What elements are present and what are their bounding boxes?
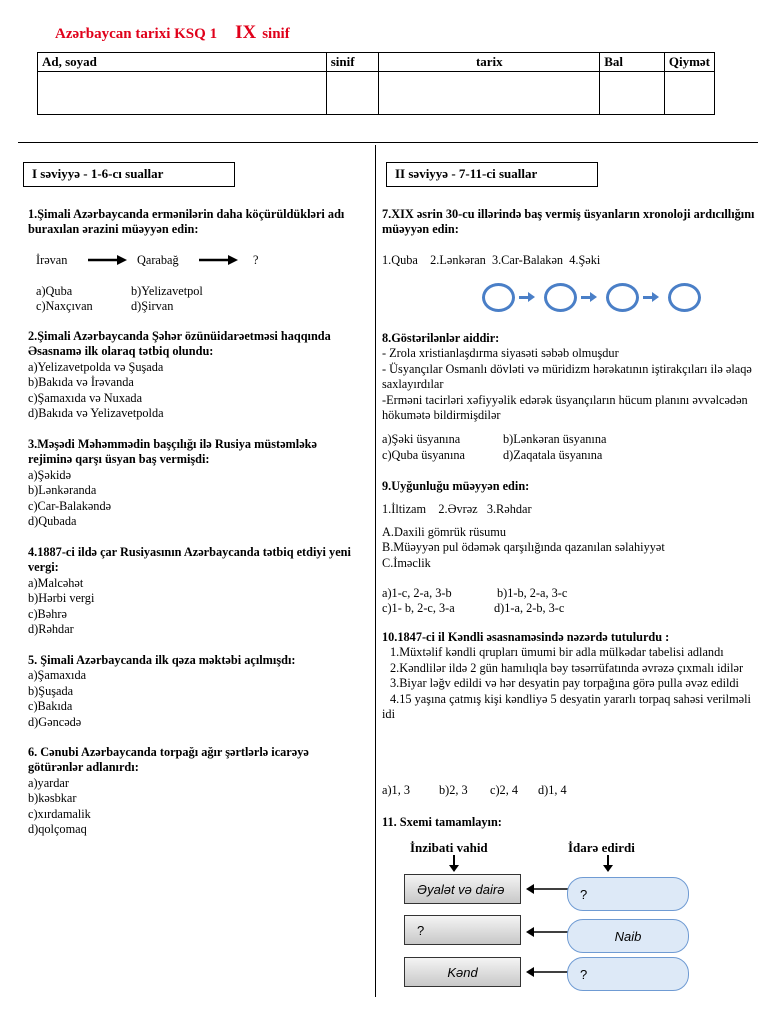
q11-row3-arrow xyxy=(526,966,568,978)
q6-text: 6. Cənubi Azərbaycanda torpağı ağır şərtlərlə icarəyə götürənlər adlanırdı: xyxy=(28,745,309,775)
q2-option-b[interactable]: b)Bakıda və İrəvanda xyxy=(28,375,134,390)
q1-scheme-item-3: ? xyxy=(253,253,259,267)
q11-col-left-header: İnzibati vahid xyxy=(410,840,488,855)
q7-text: 7.XIX əsrin 30-cu illərində baş vermiş üsyanların xronoloji ardıcıllığını müəyyən edin: xyxy=(382,207,755,237)
q1-option-b[interactable]: b)Yelizavetpol xyxy=(131,284,203,298)
q9-option-a[interactable]: a)1-c, 2-a, 3-b xyxy=(382,586,452,600)
q10 xyxy=(382,630,762,722)
col-grade: Qiymət xyxy=(664,53,714,72)
q5 xyxy=(28,653,368,730)
col-name: Ad, soyad xyxy=(38,53,327,72)
q10-text: 10.1847-ci il Kəndli əsasnaməsində nəzərdə tutulurdu : xyxy=(382,630,670,644)
q8-option-c[interactable]: c)Quba üsyanına xyxy=(382,448,465,462)
q9-def-a: A.Daxili gömrük rüsumu xyxy=(382,525,506,539)
q7-slot-2[interactable] xyxy=(544,283,577,312)
date-field[interactable] xyxy=(379,72,600,115)
q2-option-c[interactable]: c)Şamaxıda və Nuxada xyxy=(28,390,143,405)
q4-option-c[interactable]: c)Bəhrə xyxy=(28,606,67,621)
q11-down-arrow-right xyxy=(602,855,614,873)
q11-unit-1: Əyalət və dairə xyxy=(404,874,521,904)
q11-down-arrow-left xyxy=(448,855,460,873)
class-field[interactable] xyxy=(326,72,379,115)
level-1-label: I səviyyə - 1-6-cı suallar xyxy=(23,162,235,187)
q10-line-1: 1.Müxtəlif kəndli qrupları ümumi bir adla mülkədar tabelisi adlandı xyxy=(390,645,724,660)
name-field[interactable] xyxy=(38,72,327,115)
q7-slot-1[interactable] xyxy=(482,283,515,312)
q4-option-a[interactable]: a)Malcəhət xyxy=(28,575,84,590)
q11-row2-arrow xyxy=(526,926,568,938)
q11-head-1[interactable]: ? xyxy=(567,877,689,911)
column-divider xyxy=(375,145,376,997)
q11-col-right-header: İdarə edirdi xyxy=(568,840,635,855)
col-date: tarix xyxy=(379,53,600,72)
q7-arrowhead-2 xyxy=(590,292,597,302)
q3-option-b[interactable]: b)Lənkəranda xyxy=(28,483,97,498)
q7-items: 1.Quba 2.Lənkəran 3.Car-Balakən 4.Şəki xyxy=(382,253,601,267)
q10-option-c[interactable]: c)2, 4 xyxy=(490,783,518,797)
q3-option-c[interactable]: c)Car-Balakəndə xyxy=(28,498,112,513)
col-score: Bal xyxy=(600,53,665,72)
q9-items: 1.İltizam 2.Əvrəz 3.Rəhdar xyxy=(382,502,532,516)
level-2-label: II səviyyə - 7-11-ci suallar xyxy=(386,162,598,187)
q4-option-d[interactable]: d)Rəhdar xyxy=(28,622,74,637)
title-grade: IX xyxy=(235,22,257,43)
q9-def-c: C.İməclik xyxy=(382,555,431,570)
q6-option-c[interactable]: c)xırdamalik xyxy=(28,806,91,821)
q2-option-d[interactable]: d)Bakıda və Yelizavetpolda xyxy=(28,406,164,421)
q10-option-b[interactable]: b)2, 3 xyxy=(439,783,468,797)
q11-unit-3: Kənd xyxy=(404,957,521,987)
q3-option-d[interactable]: d)Qubada xyxy=(28,514,77,529)
q10-line-2: 2.Kəndlilər ildə 2 gün hamılıqla bəy təsərrüfatında əvrəzə çıxmalı idilər xyxy=(390,660,744,675)
q1-arrow-2 xyxy=(199,254,239,266)
q9-definitions xyxy=(382,525,762,571)
q1-scheme-item-2: Qarabağ xyxy=(137,253,179,267)
student-info-table xyxy=(37,52,715,115)
q5-option-d[interactable]: d)Gəncədə xyxy=(28,714,82,729)
q2-text: 2.Şimali Azərbaycanda Şəhər özünüidarəetməsi haqqında Əsasnamə ilk olaraq tətbiq olundu: xyxy=(28,329,331,359)
q9-option-b[interactable]: b)1-b, 2-a, 3-c xyxy=(497,586,568,600)
q11-head-2: Naib xyxy=(567,919,689,953)
q8-line-1: - Zrola xristianlaşdırma siyasəti səbəb olmuşdur xyxy=(382,346,619,361)
q2 xyxy=(28,329,358,421)
q4-text: 4.1887-ci ildə çar Rusiyasının Azərbaycanda tətbiq etdiyi yeni vergi: xyxy=(28,545,351,575)
q10-option-a[interactable]: a)1, 3 xyxy=(382,783,410,797)
title-part2: sinif xyxy=(262,26,290,42)
q8-option-a[interactable]: a)Şəki üsyanına xyxy=(382,432,461,446)
q8-option-b[interactable]: b)Lənkəran üsyanına xyxy=(503,432,607,446)
q9-text: 9.Uyğunluğu müəyyən edin: xyxy=(382,479,530,493)
q8-line-3: -Erməni tacirləri xəfiyyəlik edərək üsyançıların hücum planını əvvəlcədən hökumətə bildirmişdilər xyxy=(382,392,748,423)
q3 xyxy=(28,437,358,529)
col-class: sinif xyxy=(326,53,379,72)
q1-arrow-1 xyxy=(88,254,128,266)
q1-option-a[interactable]: a)Quba xyxy=(36,284,73,298)
q1-option-c[interactable]: c)Naxçıvan xyxy=(36,299,93,313)
q10-option-d[interactable]: d)1, 4 xyxy=(538,783,567,797)
q7-slot-4[interactable] xyxy=(668,283,701,312)
q4-option-b[interactable]: b)Hərbi vergi xyxy=(28,591,95,606)
q11-row1-arrow xyxy=(526,883,568,895)
q5-option-c[interactable]: c)Bakıda xyxy=(28,699,73,714)
q5-option-b[interactable]: b)Şuşada xyxy=(28,683,74,698)
q1-scheme-item-1: İrəvan xyxy=(36,253,68,267)
q6-option-a[interactable]: a)yardar xyxy=(28,775,69,790)
q11-unit-2[interactable]: ? xyxy=(404,915,521,945)
horizontal-divider xyxy=(18,142,758,143)
q9-def-b: B.Müəyyən pul ödəmək qarşılığında qazanılan səlahiyyət xyxy=(382,540,665,555)
q1-option-d[interactable]: d)Şirvan xyxy=(131,299,174,313)
q8-text: 8.Göstərilənlər aiddir: xyxy=(382,331,500,345)
q7-arrowhead-3 xyxy=(652,292,659,302)
q3-text: 3.Məşədi Məhəmmədin başçılığı ilə Rusiya müstəmləkə rejiminə qarşı üsyan baş vermişdi: xyxy=(28,437,317,467)
q11-text: 11. Sxemi tamamlayın: xyxy=(382,815,502,829)
q6-option-b[interactable]: b)kəsbkar xyxy=(28,791,77,806)
q5-option-a[interactable]: a)Şamaxıda xyxy=(28,668,87,683)
q2-option-a[interactable]: a)Yelizavetpolda və Şuşada xyxy=(28,359,164,374)
q8-line-2: - Üsyançılar Osmanlı dövləti və müridizm hərəkatının iştirakçıları ilə əlaqə saxlayırdılar xyxy=(382,361,752,392)
q7-slot-3[interactable] xyxy=(606,283,639,312)
q8 xyxy=(382,331,762,423)
q1-text: 1.Şimali Azərbaycanda ermənilərin daha köçürüldükləri adı buraxılan ərazini müəyyən edin: xyxy=(28,207,345,237)
q10-line-4: 4.15 yaşına çatmış kişi kəndliyə 5 desyatin yararlı torpaq sahəsi verilməli idi xyxy=(382,691,751,722)
q3-option-a[interactable]: a)Şəkidə xyxy=(28,467,72,482)
score-field[interactable] xyxy=(600,72,665,115)
q5-text: 5. Şimali Azərbaycanda ilk qəza məktəbi açılmışdı: xyxy=(28,653,296,667)
q9-option-c[interactable]: c)1- b, 2-c, 3-a xyxy=(382,601,455,615)
q10-line-3: 3.Biyar ləğv edildi və hər desyatin pay torpağına görə pulla əvəz edildi xyxy=(390,676,739,691)
q4 xyxy=(28,545,358,637)
q6-option-d[interactable]: d)qolçomaq xyxy=(28,822,87,837)
q8-option-d[interactable]: d)Zaqatala üsyanına xyxy=(503,448,603,462)
q11-head-3[interactable]: ? xyxy=(567,957,689,991)
q6 xyxy=(28,745,358,837)
grade-field[interactable] xyxy=(664,72,714,115)
worksheet-title xyxy=(55,22,290,44)
title-part1: Azərbaycan tarixi KSQ 1 xyxy=(55,26,218,42)
q9-option-d[interactable]: d)1-a, 2-b, 3-c xyxy=(494,601,565,615)
q7-arrowhead-1 xyxy=(528,292,535,302)
